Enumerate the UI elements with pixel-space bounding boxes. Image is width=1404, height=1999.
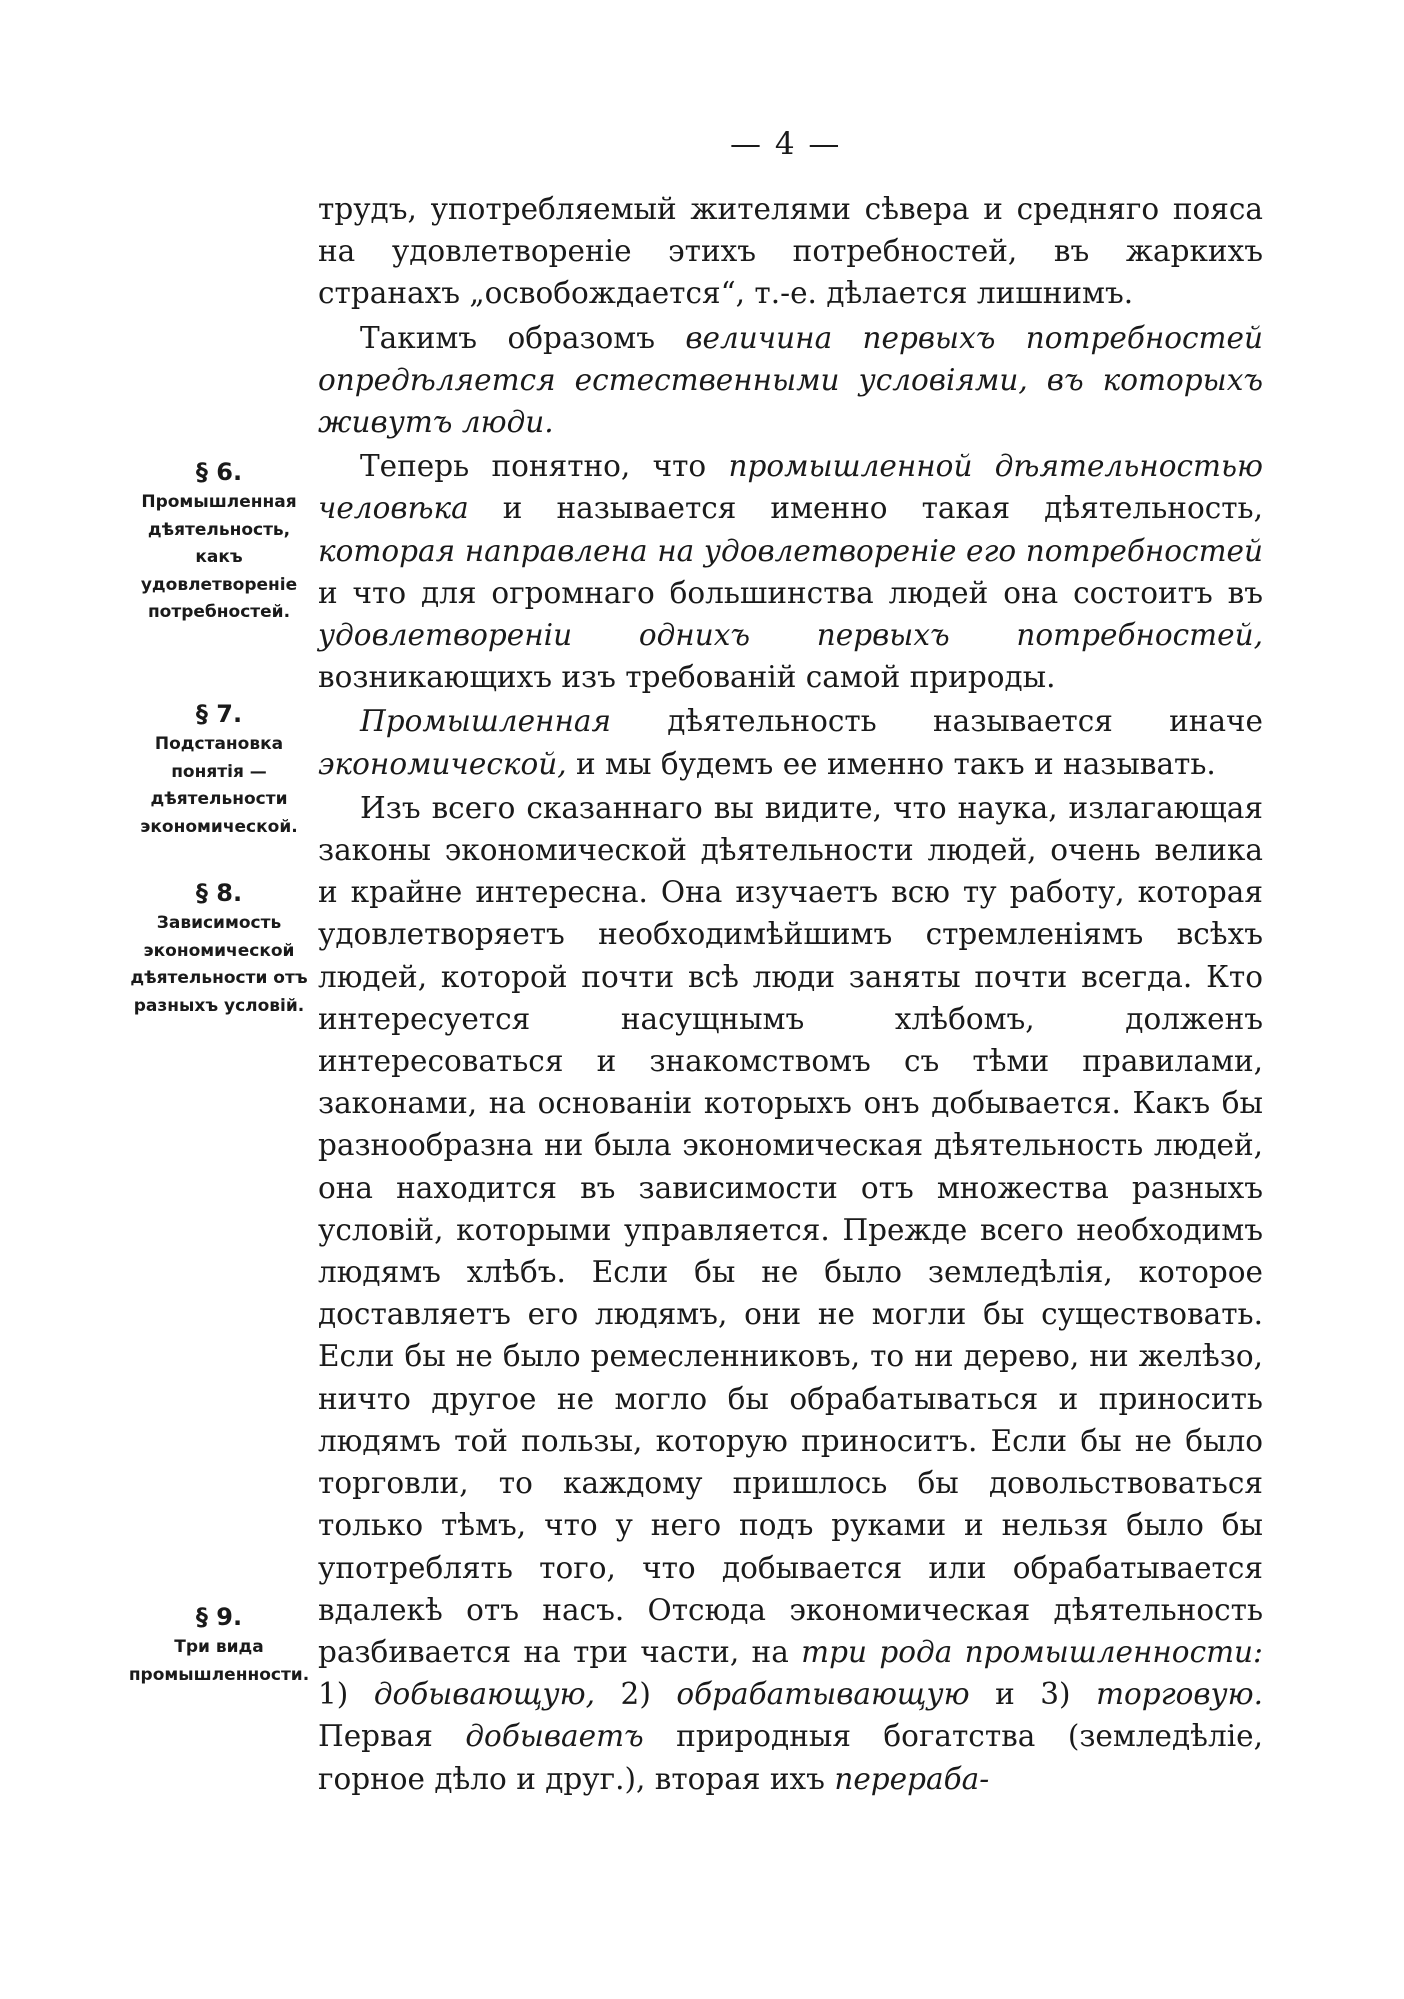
- paragraph-3: [318, 445, 1263, 698]
- text-run: дѣятельность называется иначе: [611, 704, 1263, 739]
- section-number: § 9.: [195, 1603, 243, 1631]
- italic-run: торговую.: [1096, 1677, 1263, 1712]
- margin-note-section-9: [128, 1600, 310, 1689]
- page-number: — 4 —: [730, 126, 842, 162]
- italic-run: добываетъ: [465, 1719, 644, 1754]
- italic-run: величина первыхъ потребностей опредѣляется естественными условіями, въ которыхъ живутъ люди.: [318, 320, 1263, 440]
- text-run: Изъ всего сказаннаго вы видите, что наука, излагающая законы экономической дѣятельности людей, очень велика и крайне интересна. Она изучаетъ всю ту работу, которая удовлетворяетъ необходимѣйшимъ стремленіямъ всѣхъ людей, которой почти всѣ люди заняты почти всегда. Кто интересуется насущнымъ хлѣбомъ, долженъ интересоваться и знакомствомъ съ тѣми правилами, законами, на основаніи которыхъ онъ добывается. Какъ бы разнообразна ни была экономическая дѣятельность людей, она находится въ зависимости отъ множества разныхъ условій, которыми управляется. Прежде всего необходимъ людямъ хлѣбъ. Если бы не было земледѣлія, которое доставляетъ его людямъ, они не могли бы существовать. Если бы не было ремесленниковъ, то ни дерево, ни желѣзо, ничто другое не могло бы обрабатываться и приносить людямъ той пользы, которую приноситъ. Если бы не было торговли, то каждому пришлось бы довольствоваться только тѣмъ, что у него подъ руками и нельзя было бы употреблять того, что добывается или обрабатывается вдалекѣ отъ насъ. Отсюда экономическая дѣятельность разбивается на три части, на: [318, 790, 1263, 1669]
- italic-run: перераба-: [834, 1761, 990, 1796]
- text-run: и 3): [969, 1677, 1097, 1712]
- text-run: природныя богатства (земледѣліе, горное дѣло и друг.), вторая ихъ: [318, 1719, 1263, 1796]
- paragraph-4: [318, 700, 1263, 784]
- section-gloss: Зависимость экономической дѣятельности отъ разныхъ условій.: [130, 913, 308, 1016]
- paragraph-1: [318, 188, 1263, 315]
- text-run: Такимъ образомъ: [360, 320, 686, 355]
- section-gloss: Подстановка понятія — дѣятельности экономической.: [140, 734, 298, 837]
- paragraph-5: [318, 787, 1263, 1800]
- text-run: трудъ, употребляемый жителями сѣвера и средняго пояса на удовлетвореніе этихъ потребностей, въ жаркихъ странахъ „освобождается“, т.-е. дѣлается лишнимъ.: [318, 192, 1263, 311]
- margin-note-section-7: [128, 697, 310, 841]
- section-number: § 6.: [195, 458, 243, 486]
- italic-run: удовлетвореніи однихъ первыхъ потребностей,: [318, 618, 1263, 653]
- margin-note-section-6: [128, 455, 310, 627]
- italic-run: которая направлена на удовлетвореніе его потребностей: [318, 533, 1263, 568]
- italic-run: три рода промышленности:: [801, 1634, 1263, 1669]
- text-run: 2): [595, 1677, 677, 1712]
- paragraph-2: [318, 317, 1263, 444]
- section-gloss: Промышленная дѣятельность, какъ удовлетвореніе потребностей.: [140, 492, 298, 622]
- italic-run: экономической,: [318, 746, 567, 781]
- text-run: Теперь понятно, что: [360, 449, 729, 484]
- main-text: [318, 188, 1263, 1800]
- section-gloss: Три вида промышленности.: [128, 1637, 310, 1685]
- italic-run: промышленной дѣятельностью человѣка: [318, 449, 1263, 526]
- italic-run: обрабатывающую: [676, 1677, 970, 1712]
- section-number: § 8.: [195, 879, 243, 907]
- margin-note-section-8: [128, 876, 310, 1020]
- section-number: § 7.: [195, 700, 243, 728]
- text-run: и мы будемъ ее именно такъ и называть.: [566, 746, 1216, 781]
- text-run: 1): [318, 1677, 374, 1712]
- italic-run: Промышленная: [360, 704, 612, 739]
- text-run: и называется именно такая дѣятельность,: [468, 491, 1263, 526]
- italic-run: добывающую,: [373, 1677, 596, 1712]
- text-run: возникающихъ изъ требованій самой природы.: [318, 660, 1056, 695]
- text-run: и что для огромнаго большинства людей она состоитъ въ: [318, 575, 1263, 610]
- text-run: Первая: [318, 1719, 466, 1754]
